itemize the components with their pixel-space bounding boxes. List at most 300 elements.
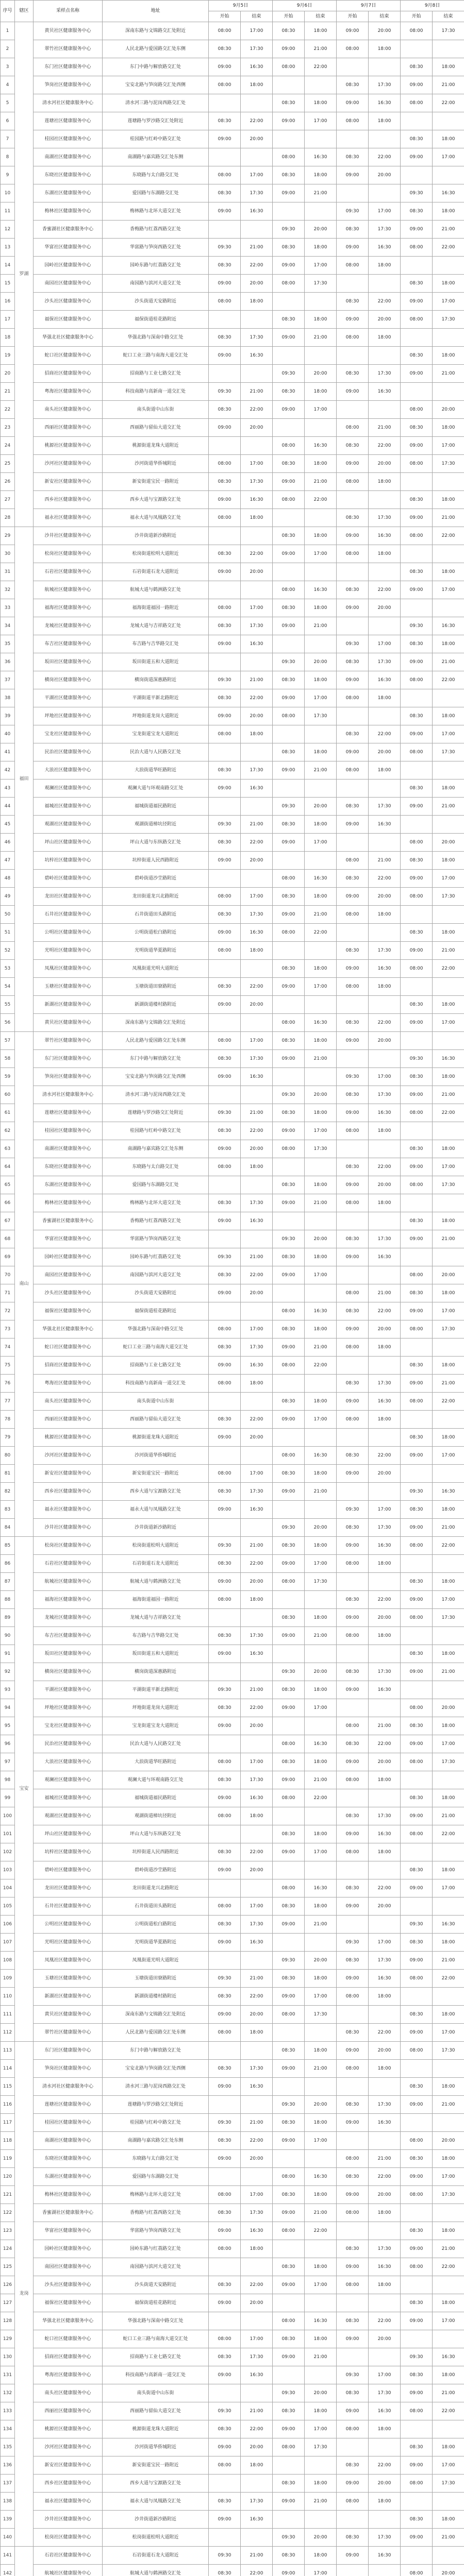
close-time-day-3: 20:00 bbox=[369, 1176, 401, 1194]
close-time-day-2: 17:30 bbox=[305, 2006, 337, 2024]
close-time-day-1: 20:00 bbox=[241, 2438, 273, 2456]
open-time-day-3: 09:00 bbox=[337, 2547, 369, 2565]
open-time-day-2: 09:00 bbox=[273, 401, 305, 419]
close-time-day-3: 17:30 bbox=[369, 365, 401, 383]
close-time-day-1: 16:30 bbox=[241, 635, 273, 653]
row-index: 46 bbox=[1, 834, 15, 852]
site-name: 东晓社区健康服务中心 bbox=[34, 166, 103, 184]
row-index: 5 bbox=[1, 94, 15, 112]
close-time-day-3 bbox=[369, 707, 401, 725]
close-time-day-2 bbox=[305, 1807, 337, 1825]
close-time-day-4: 18:00 bbox=[433, 130, 464, 148]
table-row bbox=[1, 617, 464, 635]
close-time-day-4: 18:00 bbox=[433, 852, 464, 870]
close-time-day-2: 22:00 bbox=[305, 1357, 337, 1375]
table-row bbox=[1, 1050, 464, 1068]
open-time-day-1: 08:30 bbox=[209, 473, 241, 491]
open-time-day-4 bbox=[401, 816, 433, 834]
row-index: 129 bbox=[1, 2330, 15, 2348]
open-time-day-1: 08:30 bbox=[209, 1122, 241, 1140]
close-time-day-4: 18:00 bbox=[433, 2006, 464, 2024]
site-name: 香蜜湖社区健康服务中心 bbox=[34, 2204, 103, 2222]
open-time-day-3 bbox=[337, 779, 369, 798]
table-row bbox=[1, 1825, 464, 1843]
table-row bbox=[1, 202, 464, 221]
site-name: 梅林社区健康服务中心 bbox=[34, 1194, 103, 1212]
open-time-day-3 bbox=[337, 1266, 369, 1284]
close-time-day-4: 18:00 bbox=[433, 1140, 464, 1158]
table-row bbox=[1, 1645, 464, 1663]
close-time-day-2 bbox=[305, 725, 337, 743]
open-time-day-1 bbox=[209, 221, 241, 239]
open-time-day-1 bbox=[209, 1393, 241, 1411]
open-time-day-4: 09:00 bbox=[401, 2240, 433, 2258]
site-address: 松岗街道松明大道附近 bbox=[103, 2529, 209, 2547]
close-time-day-4: 21:00 bbox=[433, 1807, 464, 1825]
close-time-day-1: 21:00 bbox=[241, 671, 273, 689]
close-time-day-2: 17:00 bbox=[305, 1122, 337, 1140]
row-index: 96 bbox=[1, 1735, 15, 1753]
close-time-day-2: 22:00 bbox=[305, 491, 337, 509]
site-name: 大浪社区健康服务中心 bbox=[34, 1753, 103, 1771]
close-time-day-2: 16:30 bbox=[305, 1014, 337, 1032]
row-index: 20 bbox=[1, 365, 15, 383]
close-time-day-1: 22:00 bbox=[241, 1122, 273, 1140]
open-time-day-1: 08:30 bbox=[209, 329, 241, 347]
site-address: 横岗街道深惠路附近 bbox=[103, 671, 209, 689]
site-address: 宝龙街道宝龙大道附近 bbox=[103, 725, 209, 743]
close-time-day-2: 18:00 bbox=[305, 1393, 337, 1411]
close-time-day-1 bbox=[241, 2312, 273, 2330]
site-address: 沙河街道华侨城附近 bbox=[103, 455, 209, 473]
close-time-day-1: 17:30 bbox=[241, 1194, 273, 1212]
site-name: 新湖社区健康服务中心 bbox=[34, 996, 103, 1014]
close-time-day-1: 22:00 bbox=[241, 689, 273, 707]
open-time-day-2: 08:00 bbox=[273, 148, 305, 166]
site-name: 坪山社区健康服务中心 bbox=[34, 1825, 103, 1843]
open-time-day-1: 08:00 bbox=[209, 1465, 241, 1483]
open-time-day-2: 09:00 bbox=[273, 473, 305, 491]
open-time-day-2: 09:00 bbox=[273, 689, 305, 707]
table-row bbox=[1, 653, 464, 671]
open-time-day-3: 09:00 bbox=[337, 1825, 369, 1843]
close-time-day-2 bbox=[305, 130, 337, 148]
row-index: 52 bbox=[1, 942, 15, 960]
open-time-day-3: 08:30 bbox=[337, 2529, 369, 2547]
site-address: 科技南路与高新南一道交汇处 bbox=[103, 2366, 209, 2384]
site-address: 桂园路与红岭中路交汇处 bbox=[103, 130, 209, 148]
open-time-day-1 bbox=[209, 311, 241, 329]
site-address: 龙城大道与吉祥路交汇处 bbox=[103, 617, 209, 635]
open-time-day-2 bbox=[273, 1591, 305, 1609]
open-time-day-2: 08:30 bbox=[273, 1825, 305, 1843]
close-time-day-1: 20:00 bbox=[241, 996, 273, 1014]
open-time-day-2: 09:30 bbox=[273, 1952, 305, 1970]
open-time-day-2: 08:30 bbox=[273, 455, 305, 473]
close-time-day-1 bbox=[241, 1609, 273, 1627]
close-time-day-1: 17:30 bbox=[241, 1050, 273, 1068]
header-date-1: 9月5日 bbox=[209, 1, 273, 11]
close-time-day-3 bbox=[369, 184, 401, 202]
close-time-day-3: 16:30 bbox=[369, 1393, 401, 1411]
open-time-day-2: 08:30 bbox=[273, 2114, 305, 2132]
table-row bbox=[1, 1411, 464, 1429]
site-name: 松岗社区健康服务中心 bbox=[34, 1537, 103, 1555]
site-address: 布吉路与吉华路交汇处 bbox=[103, 635, 209, 653]
close-time-day-3: 17:30 bbox=[369, 1663, 401, 1681]
site-address: 华富路与笋岗西路交汇处 bbox=[103, 2222, 209, 2240]
row-index: 108 bbox=[1, 1952, 15, 1970]
open-time-day-4: 09:30 bbox=[401, 1050, 433, 1068]
open-time-day-4: 08:00 bbox=[401, 1266, 433, 1284]
close-time-day-4 bbox=[433, 2330, 464, 2348]
open-time-day-4: 09:00 bbox=[401, 365, 433, 383]
site-name: 西乡社区健康服务中心 bbox=[34, 491, 103, 509]
close-time-day-2: 20:00 bbox=[305, 1952, 337, 1970]
site-address: 观湖街道樟坑径附近 bbox=[103, 1807, 209, 1825]
site-name: 公明社区健康服务中心 bbox=[34, 1916, 103, 1934]
open-time-day-4 bbox=[401, 40, 433, 58]
open-time-day-2: 09:00 bbox=[273, 1050, 305, 1068]
close-time-day-3: 17:30 bbox=[369, 2529, 401, 2547]
close-time-day-1 bbox=[241, 581, 273, 599]
open-time-day-2: 09:00 bbox=[273, 1122, 305, 1140]
close-time-day-1: 20:00 bbox=[241, 707, 273, 725]
row-index: 131 bbox=[1, 2366, 15, 2384]
open-time-day-4: 08:00 bbox=[401, 22, 433, 40]
table-row bbox=[1, 1338, 464, 1357]
open-time-day-3: 08:30 bbox=[337, 365, 369, 383]
close-time-day-1: 17:00 bbox=[241, 1320, 273, 1338]
row-index: 102 bbox=[1, 1843, 15, 1861]
open-time-day-3: 08:00 bbox=[337, 112, 369, 130]
row-index: 13 bbox=[1, 239, 15, 257]
open-time-day-2: 08:30 bbox=[273, 1897, 305, 1916]
open-time-day-1: 09:30 bbox=[209, 1248, 241, 1266]
close-time-day-2: 16:30 bbox=[305, 2312, 337, 2330]
open-time-day-2: 08:00 bbox=[273, 1735, 305, 1753]
table-row bbox=[1, 275, 464, 293]
open-time-day-3 bbox=[337, 1357, 369, 1375]
close-time-day-4: 18:00 bbox=[433, 202, 464, 221]
open-time-day-3: 08:00 bbox=[337, 1627, 369, 1645]
site-address: 华强北路与深南中路交汇处 bbox=[103, 329, 209, 347]
site-name: 福城社区健康服务中心 bbox=[34, 1789, 103, 1807]
site-name: 沙河社区健康服务中心 bbox=[34, 1447, 103, 1465]
close-time-day-1: 22:00 bbox=[241, 2420, 273, 2438]
open-time-day-2: 08:00 bbox=[273, 2168, 305, 2186]
close-time-day-2: 22:00 bbox=[305, 924, 337, 942]
close-time-day-4: 18:00 bbox=[433, 2294, 464, 2312]
site-name: 华富社区健康服务中心 bbox=[34, 1230, 103, 1248]
table-row bbox=[1, 1735, 464, 1753]
close-time-day-3: 17:30 bbox=[369, 942, 401, 960]
site-address: 南湖路与嘉宾路交汇处东侧 bbox=[103, 2132, 209, 2150]
open-time-day-3: 09:30 bbox=[337, 1501, 369, 1519]
site-name: 沙头社区健康服务中心 bbox=[34, 1284, 103, 1302]
close-time-day-2: 17:00 bbox=[305, 545, 337, 563]
open-time-day-3: 09:00 bbox=[337, 311, 369, 329]
site-name: 平湖社区健康服务中心 bbox=[34, 1681, 103, 1699]
close-time-day-3: 17:00 bbox=[369, 1501, 401, 1519]
open-time-day-2: 08:30 bbox=[273, 22, 305, 40]
table-row bbox=[1, 1014, 464, 1032]
close-time-day-2: 21:00 bbox=[305, 2204, 337, 2222]
site-name: 坪地社区健康服务中心 bbox=[34, 707, 103, 725]
close-time-day-4: 17:00 bbox=[433, 1014, 464, 1032]
open-time-day-3: 08:00 bbox=[337, 473, 369, 491]
close-time-day-1: 17:00 bbox=[241, 2186, 273, 2204]
row-index: 136 bbox=[1, 2456, 15, 2475]
open-time-day-1 bbox=[209, 1447, 241, 1465]
close-time-day-3: 20:00 bbox=[369, 2186, 401, 2204]
close-time-day-1: 16:30 bbox=[241, 2511, 273, 2529]
close-time-day-4 bbox=[433, 2276, 464, 2294]
close-time-day-4 bbox=[433, 473, 464, 491]
table-row bbox=[1, 1699, 464, 1717]
site-address: 松岗街道松明大道附近 bbox=[103, 545, 209, 563]
site-name: 沙头社区健康服务中心 bbox=[34, 2276, 103, 2294]
open-time-day-4: 08:00 bbox=[401, 960, 433, 978]
header-close-3: 结束 bbox=[369, 11, 401, 22]
open-time-day-2: 08:00 bbox=[273, 2222, 305, 2240]
open-time-day-1: 08:30 bbox=[209, 184, 241, 202]
close-time-day-4 bbox=[433, 1248, 464, 1266]
table-row bbox=[1, 1176, 464, 1194]
site-name: 香蜜湖社区健康服务中心 bbox=[34, 1212, 103, 1230]
row-index: 134 bbox=[1, 2420, 15, 2438]
close-time-day-2: 18:00 bbox=[305, 1537, 337, 1555]
header-open-3: 开始 bbox=[337, 11, 369, 22]
site-address: 南湖路与嘉宾路交汇处东侧 bbox=[103, 1140, 209, 1158]
open-time-day-4: 08:00 bbox=[401, 1320, 433, 1338]
open-time-day-1: 09:30 bbox=[209, 2547, 241, 2565]
close-time-day-4: 18:00 bbox=[433, 1645, 464, 1663]
row-index: 63 bbox=[1, 1140, 15, 1158]
site-name: 南园社区健康服务中心 bbox=[34, 275, 103, 293]
table-row bbox=[1, 2547, 464, 2565]
row-index: 99 bbox=[1, 1789, 15, 1807]
close-time-day-2: 18:00 bbox=[305, 671, 337, 689]
open-time-day-1: 08:30 bbox=[209, 1916, 241, 1934]
close-time-day-4: 20:00 bbox=[433, 1699, 464, 1717]
close-time-day-3: 20:00 bbox=[369, 1897, 401, 1916]
open-time-day-4: 08:30 bbox=[401, 924, 433, 942]
open-time-day-1: 09:00 bbox=[209, 1645, 241, 1663]
open-time-day-3: 09:00 bbox=[337, 1465, 369, 1483]
header-date-2: 9月6日 bbox=[273, 1, 337, 11]
open-time-day-2: 08:30 bbox=[273, 1248, 305, 1266]
close-time-day-4 bbox=[433, 545, 464, 563]
open-time-day-2: 09:00 bbox=[273, 1699, 305, 1717]
close-time-day-2 bbox=[305, 509, 337, 527]
open-time-day-3: 09:00 bbox=[337, 1897, 369, 1916]
table-row bbox=[1, 2060, 464, 2078]
close-time-day-4: 18:00 bbox=[433, 2366, 464, 2384]
open-time-day-4: 08:30 bbox=[401, 1429, 433, 1447]
site-address: 人民北路与爱国路交汇处东侧 bbox=[103, 40, 209, 58]
site-name: 坪地社区健康服务中心 bbox=[34, 1699, 103, 1717]
header-address: 地址 bbox=[103, 1, 209, 22]
close-time-day-4: 17:00 bbox=[433, 725, 464, 743]
close-time-day-2: 17:00 bbox=[305, 2132, 337, 2150]
open-time-day-1: 09:00 bbox=[209, 2150, 241, 2168]
open-time-day-2: 08:00 bbox=[273, 2006, 305, 2024]
table-row bbox=[1, 1609, 464, 1627]
site-name: 龙城社区健康服务中心 bbox=[34, 617, 103, 635]
close-time-day-4: 17:30 bbox=[433, 888, 464, 906]
open-time-day-2: 08:30 bbox=[273, 1465, 305, 1483]
close-time-day-2 bbox=[305, 1591, 337, 1609]
close-time-day-4: 18:00 bbox=[433, 2438, 464, 2456]
close-time-day-2: 17:00 bbox=[305, 1988, 337, 2006]
open-time-day-1 bbox=[209, 1230, 241, 1248]
open-time-day-2 bbox=[273, 2024, 305, 2042]
open-time-day-4: 09:00 bbox=[401, 870, 433, 888]
row-index: 111 bbox=[1, 2006, 15, 2024]
open-time-day-2 bbox=[273, 2150, 305, 2168]
site-address: 清水河三路与泥岗西路交汇处 bbox=[103, 94, 209, 112]
row-index: 117 bbox=[1, 2114, 15, 2132]
open-time-day-3: 09:00 bbox=[337, 455, 369, 473]
close-time-day-4: 22:00 bbox=[433, 94, 464, 112]
close-time-day-1: 18:00 bbox=[241, 2024, 273, 2042]
open-time-day-2: 09:00 bbox=[273, 978, 305, 996]
open-time-day-2 bbox=[273, 1429, 305, 1447]
row-index: 34 bbox=[1, 617, 15, 635]
open-time-day-3 bbox=[337, 2348, 369, 2366]
table-row bbox=[1, 1771, 464, 1789]
close-time-day-3: 20:00 bbox=[369, 22, 401, 40]
site-name: 民治社区健康服务中心 bbox=[34, 1735, 103, 1753]
site-name: 招商社区健康服务中心 bbox=[34, 2348, 103, 2366]
close-time-day-2: 18:00 bbox=[305, 599, 337, 617]
site-address: 宝安北路与笋岗路交汇处西侧 bbox=[103, 2060, 209, 2078]
row-index: 43 bbox=[1, 779, 15, 798]
close-time-day-3 bbox=[369, 2438, 401, 2456]
table-row bbox=[1, 942, 464, 960]
row-index: 8 bbox=[1, 148, 15, 166]
close-time-day-1: 17:30 bbox=[241, 617, 273, 635]
close-time-day-3: 22:00 bbox=[369, 1879, 401, 1897]
open-time-day-2 bbox=[273, 2511, 305, 2529]
site-name: 福永社区健康服务中心 bbox=[34, 1501, 103, 1519]
open-time-day-3 bbox=[337, 1573, 369, 1591]
site-address: 东晓路与太白路交汇处 bbox=[103, 2150, 209, 2168]
table-row bbox=[1, 1393, 464, 1411]
close-time-day-1: 16:30 bbox=[241, 1789, 273, 1807]
open-time-day-4 bbox=[401, 1988, 433, 2006]
row-index: 26 bbox=[1, 473, 15, 491]
close-time-day-4 bbox=[433, 166, 464, 184]
open-time-day-2: 08:30 bbox=[273, 2258, 305, 2276]
row-index: 61 bbox=[1, 1104, 15, 1122]
site-name: 碧岭社区健康服务中心 bbox=[34, 1861, 103, 1879]
open-time-day-2: 09:00 bbox=[273, 2348, 305, 2366]
close-time-day-2: 17:00 bbox=[305, 1411, 337, 1429]
open-time-day-2: 08:30 bbox=[273, 2186, 305, 2204]
close-time-day-4: 17:00 bbox=[433, 870, 464, 888]
open-time-day-1: 08:30 bbox=[209, 2204, 241, 2222]
table-row bbox=[1, 1104, 464, 1122]
header-index: 序号 bbox=[1, 1, 15, 22]
close-time-day-4 bbox=[433, 906, 464, 924]
close-time-day-3: 22:00 bbox=[369, 2456, 401, 2475]
site-address: 西丽路与留仙大道交汇处 bbox=[103, 1411, 209, 1429]
site-name: 观澜社区健康服务中心 bbox=[34, 779, 103, 798]
close-time-day-3: 22:00 bbox=[369, 293, 401, 311]
row-index: 90 bbox=[1, 1627, 15, 1645]
table-row bbox=[1, 1212, 464, 1230]
open-time-day-4: 09:00 bbox=[401, 1952, 433, 1970]
close-time-day-3: 18:00 bbox=[369, 1411, 401, 1429]
open-time-day-4: 08:00 bbox=[401, 1393, 433, 1411]
open-time-day-1: 08:30 bbox=[209, 2420, 241, 2438]
open-time-day-1: 08:00 bbox=[209, 1158, 241, 1176]
close-time-day-4: 17:00 bbox=[433, 1158, 464, 1176]
open-time-day-4: 09:30 bbox=[401, 617, 433, 635]
close-time-day-4 bbox=[433, 816, 464, 834]
table-row bbox=[1, 527, 464, 545]
open-time-day-1: 08:00 bbox=[209, 1897, 241, 1916]
open-time-day-3: 09:00 bbox=[337, 22, 369, 40]
table-row bbox=[1, 1248, 464, 1266]
close-time-day-4: 18:00 bbox=[433, 1284, 464, 1302]
close-time-day-4 bbox=[433, 1338, 464, 1357]
row-index: 31 bbox=[1, 563, 15, 581]
open-time-day-2: 08:00 bbox=[273, 1014, 305, 1032]
row-index: 74 bbox=[1, 1338, 15, 1357]
close-time-day-1: 22:00 bbox=[241, 1988, 273, 2006]
close-time-day-4: 17:00 bbox=[433, 1591, 464, 1609]
close-time-day-1: 20:00 bbox=[241, 1429, 273, 1447]
site-name: 桃源社区健康服务中心 bbox=[34, 437, 103, 455]
open-time-day-3: 09:00 bbox=[337, 888, 369, 906]
open-time-day-3 bbox=[337, 707, 369, 725]
open-time-day-1: 08:00 bbox=[209, 2024, 241, 2042]
site-address: 大浪街道华旺路附近 bbox=[103, 1753, 209, 1771]
site-address: 石岩街道石龙大道附近 bbox=[103, 563, 209, 581]
open-time-day-4: 09:00 bbox=[401, 1158, 433, 1176]
close-time-day-3: 16:30 bbox=[369, 816, 401, 834]
row-index: 16 bbox=[1, 293, 15, 311]
open-time-day-4: 09:00 bbox=[401, 2168, 433, 2186]
close-time-day-2: 18:00 bbox=[305, 2042, 337, 2060]
close-time-day-2 bbox=[305, 779, 337, 798]
close-time-day-3 bbox=[369, 2006, 401, 2024]
row-index: 41 bbox=[1, 743, 15, 761]
site-address: 蛇口工业三路与南海大道交汇处 bbox=[103, 1338, 209, 1357]
site-address: 福城街道福民路附近 bbox=[103, 1789, 209, 1807]
site-address: 大浪街道华旺路附近 bbox=[103, 761, 209, 779]
site-address: 莲塘路与罗沙路交汇处附近 bbox=[103, 2096, 209, 2114]
open-time-day-4 bbox=[401, 1843, 433, 1861]
table-row bbox=[1, 2475, 464, 2493]
close-time-day-4: 18:00 bbox=[433, 1068, 464, 1086]
open-time-day-1: 08:00 bbox=[209, 942, 241, 960]
open-time-day-4: 08:00 bbox=[401, 1699, 433, 1717]
district-cell: 福田 bbox=[15, 527, 34, 1032]
site-address: 爱国路与东湖路交汇处 bbox=[103, 184, 209, 202]
table-row bbox=[1, 419, 464, 437]
open-time-day-4: 08:30 bbox=[401, 491, 433, 509]
site-address: 梅林路与北环大道交汇处 bbox=[103, 202, 209, 221]
close-time-day-4: 18:00 bbox=[433, 707, 464, 725]
site-address: 航城大道与鹤洲路交汇处 bbox=[103, 1573, 209, 1591]
table-row bbox=[1, 1952, 464, 1970]
close-time-day-1 bbox=[241, 2475, 273, 2493]
site-address: 香梅路与红荔西路交汇处 bbox=[103, 1212, 209, 1230]
